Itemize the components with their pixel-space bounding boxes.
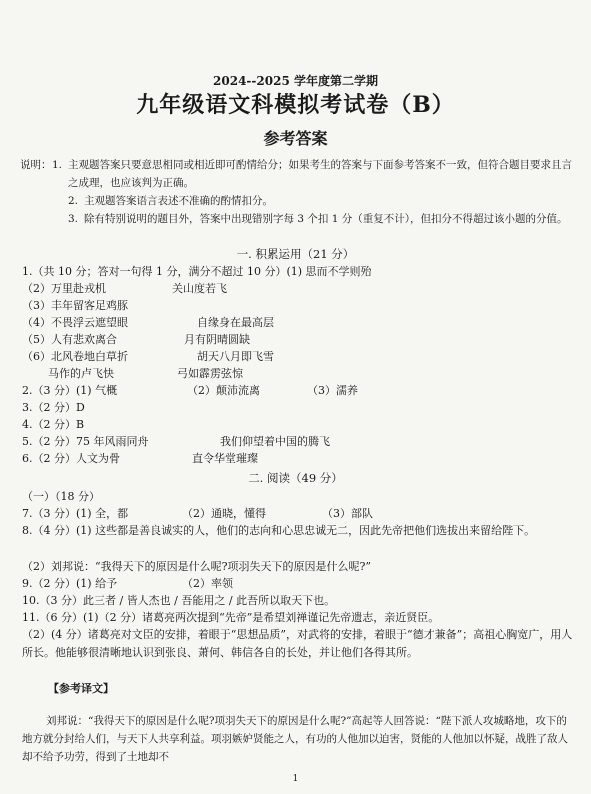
answer-text: （2）通晓，懂得 (182, 507, 266, 520)
answer-text: （4）不畏浮云遮望眼 (22, 316, 128, 329)
part-heading: （一）（18 分） (22, 490, 100, 503)
answer-line: （2）刘邦说：“我得天下的原因是什么呢?项羽失天下的原因是什么呢?” (22, 560, 372, 573)
answer-text: 自缘身在最高层 (197, 316, 274, 329)
answer-text: （2）万里赴戎机 (22, 282, 106, 295)
instruction-1 (20, 156, 580, 192)
reference-translation: 刘邦说：“我得天下的原因是什么呢?项羽失天下的原因是什么呢?”高起等人回答说：“陛下派人攻城略地，攻下的地方就分封给人们，与天下人共享利益。项羽嫉妒贤能之人，有功的人他加以迫害，贤能的人他加以怀疑，战胜了敌人却不给予功劳，得到了土地却不 (22, 715, 568, 763)
answer-text: 胡天八月即飞雪 (197, 350, 274, 363)
answer-text: （3）丰年留客足鸡豚 (22, 299, 128, 312)
answer-line (22, 280, 582, 297)
answer-line (22, 365, 582, 382)
answer-text: 弓如霹雳弦惊 (177, 367, 243, 380)
section-2-heading: 二. 阅读（49 分） (248, 471, 343, 485)
answer-text: 3.（2 分）D (22, 401, 85, 414)
section-2-answers (22, 488, 582, 697)
answer-text: 7.（3 分）(1) 全，都 (22, 507, 129, 520)
answer-line (22, 382, 582, 399)
answer-line (22, 433, 582, 450)
answer-line (22, 399, 582, 416)
instruction-number: 2. (68, 195, 79, 207)
answer-line: 10.（3 分）此三者 / 皆人杰也 / 吾能用之 / 此吾所以取天下也。 (22, 594, 336, 607)
answer-text: 马作的卢飞快 (48, 367, 114, 380)
answer-line: （2）(4 分）诸葛亮对文臣的安排，着眼于“思想品质”，对武将的安排，着眼于“德才兼备”；高祖心胸宽广，用人所长。他能够很清晰地认识到张良、萧何、韩信各自的长处，并让他们各得其所。 (22, 628, 573, 659)
answer-text: （2）率领 (182, 577, 233, 590)
answer-text: （2）颠沛流离 (187, 384, 260, 397)
answer-text: （3）濡养 (307, 384, 358, 397)
instruction-text: 主观题答案只要意思相同或相近即可酌情给分；如果考生的答案与下面参考答案不一致，但符合题目要求且言之成理，也应该判为正确。 (68, 159, 572, 189)
answer-line (22, 505, 582, 522)
answer-line (22, 348, 582, 365)
answer-key-heading: 参考答案 (263, 129, 328, 148)
answer-text: （5）人有悲欢离合 (22, 333, 117, 346)
answer-line (22, 297, 582, 314)
answer-line (22, 575, 582, 592)
section-1-answers (22, 263, 582, 467)
instructions (20, 156, 580, 228)
answer-line (22, 450, 582, 467)
answer-line (22, 416, 582, 433)
answer-line (22, 314, 582, 331)
answer-text: （3）部队 (322, 507, 373, 520)
answer-text: 我们仰望着中国的腾飞 (220, 435, 330, 448)
answer-text: 直令华堂璀璨 (192, 452, 258, 465)
answer-text: 6.（2 分）人文为骨 (22, 452, 120, 465)
answer-text: 9.（2 分）(1) 给予 (22, 577, 118, 590)
answer-text: 2.（3 分）(1) 气概 (22, 384, 118, 397)
answer-line: 11.（6 分）(1)（2 分）诸葛亮两次提到“先帝”是希望刘禅谨记先帝遗志，亲近贤臣。 (22, 611, 440, 624)
section-1-heading: 一. 积累运用（21 分） (236, 247, 355, 261)
answer-text: 4.（2 分）B (22, 418, 85, 431)
answer-line: 8.（4 分）(1) 这些都是善良诚实的人，他们的志向和心思忠诚无二，因此先帝把他们选拔出来留给陛下。 (22, 524, 536, 537)
instruction-text: 主观题答案语言表述不准确的酌情扣分。 (84, 195, 273, 207)
instruction-number: 3. (68, 213, 79, 225)
page-number: 1 (292, 774, 299, 784)
answer-text: 1.（共 10 分；答对一句得 1 分，满分不超过 10 分）(1) 思而不学则殆 (22, 265, 372, 278)
instructions-label: 说明： (20, 159, 52, 171)
answer-text: 月有阴晴圆缺 (184, 333, 250, 346)
answer-line (22, 331, 582, 348)
instruction-text: 除有特别说明的题目外，答案中出现错别字每 3 个扣 1 分（重复不计），但扣分不得超过该小题的分值。 (84, 213, 568, 225)
instruction-3 (20, 210, 580, 228)
translation-label: 【参考译文】 (48, 682, 114, 695)
answer-text: 5.（2 分）75 年风雨同舟 (22, 435, 149, 448)
exam-title: 九年级语文科模拟考试卷（B） (136, 92, 455, 118)
instruction-number: 1. (52, 159, 63, 171)
answer-text: 关山度若飞 (172, 282, 227, 295)
school-year: 2024--2025 学年度第二学期 (213, 74, 378, 88)
answer-line (22, 263, 582, 280)
instruction-2 (20, 192, 580, 210)
answer-text: （6）北风卷地白草折 (22, 350, 128, 363)
